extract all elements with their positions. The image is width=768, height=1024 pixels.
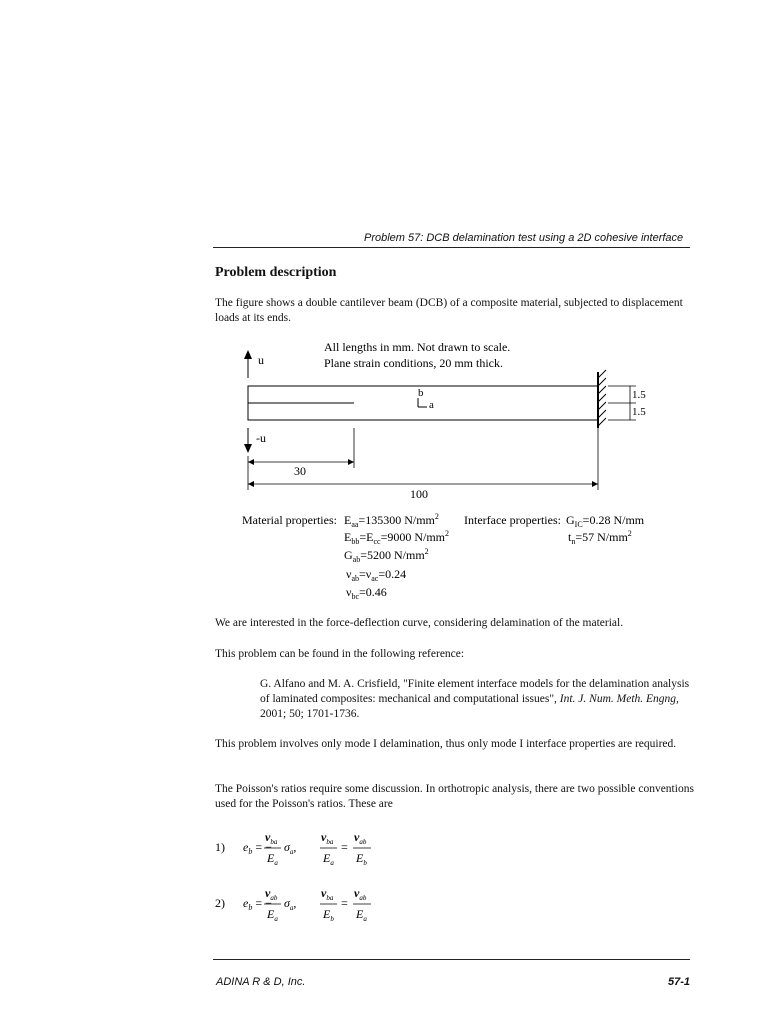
dim-bottom-thickness: 1.5 (632, 406, 646, 418)
footer-company: ADINA R & D, Inc. (216, 976, 306, 988)
mode-paragraph: This problem involves only mode I delamination, thus only mode I interface properties are required. (215, 738, 677, 750)
prop-nu-ab-ac: $\nu_{ab}=\nu_{ac}=0.24$ (346, 567, 407, 583)
eq1-number: 1) (215, 840, 225, 854)
eq2-num2: $\nu_{ba}$ (321, 886, 334, 902)
eq1-num1: $\nu_{ba}$ (265, 830, 278, 846)
material-properties-label: Material properties: (242, 513, 337, 527)
eq2-number: 2) (215, 896, 225, 910)
eq1-sigma: $\sigma_a$, (284, 840, 297, 856)
prop-gic: $G_{IC}=0.28$ N/mm (566, 513, 645, 529)
total-length-dimension (248, 428, 598, 490)
eq2-lhs: $e_b$ = − (243, 896, 272, 912)
axis-a-label: a (429, 399, 434, 411)
eq2-equals: = (341, 896, 348, 910)
eq2-den3: $E_a$ (356, 907, 367, 923)
force-paragraph: We are interested in the force-deflection curve, considering delamination of the material. (215, 617, 624, 629)
prop-eaa: $E_{aa}=135300$ $N/mm^2$ (344, 512, 439, 529)
dim-crack-length: 30 (294, 464, 306, 478)
poisson-paragraph: The Poisson's ratios require some discussion. In orthotropic analysis, there are two possible conventions used for the Poisson's ratios. These are (215, 783, 694, 810)
eq1-num2: $\nu_{ba}$ (321, 830, 334, 846)
eq1-lhs: $e_b$ = − (243, 840, 272, 856)
interface-properties-label: Interface properties: (464, 513, 561, 527)
section-title: Problem description (215, 265, 337, 280)
load-up-label: u (258, 353, 264, 367)
eq2-num1: $\nu_{ab}$ (265, 886, 278, 902)
eq1-den3: $E_b$ (356, 851, 367, 867)
eq1-equals: = (341, 840, 348, 854)
eq2-sigma: $\sigma_a$, (284, 896, 297, 912)
eq2-den2: $E_b$ (323, 907, 334, 923)
reference-authors-title: G. Alfano and M. A. Crisfield, "Finite element interface models for the delamination analysis of laminated composites: mechanical and computational issues", (260, 678, 690, 705)
reference-citation (260, 677, 700, 722)
reference-details: 2001; 50; 1701-1736. (260, 708, 360, 720)
eq2-den1: $E_a$ (267, 907, 278, 923)
dcb-figure (230, 338, 670, 608)
eq1-den2: $E_a$ (323, 851, 334, 867)
load-down-label: -u (256, 431, 266, 445)
footer-rule (213, 959, 690, 960)
figure-note-plane-strain: Plane strain conditions, 20 mm thick. (324, 356, 503, 370)
dim-total-length: 100 (410, 487, 428, 501)
prop-tn: $t_n=57$ $N/mm^2$ (568, 529, 632, 546)
prop-nu-bc: $\nu_{bc}=0.46$ (346, 585, 387, 601)
prop-ebb-ecc: $E_{bb}=E_{cc}=9000$ $N/mm^2$ (344, 529, 449, 546)
intro-paragraph: The figure shows a double cantilever beam (DCB) of a composite material, subjected to displacement loads at its ends. (215, 297, 683, 324)
page-number: 57-1 (668, 976, 691, 988)
load-up-arrowhead (244, 350, 252, 359)
eq1-num3: $\nu_{ab}$ (354, 830, 367, 846)
figure-note-lengths: All lengths in mm. Not drawn to scale. (324, 340, 511, 354)
dim-top-thickness: 1.5 (632, 389, 646, 401)
load-down-arrowhead (244, 444, 252, 453)
reference-journal: Int. J. Num. Meth. Engng, (559, 693, 679, 705)
eq2-num3: $\nu_{ab}$ (354, 886, 367, 902)
axis-b-label: b (418, 387, 424, 399)
eq1-den1: $E_a$ (267, 851, 278, 867)
fixed-support (598, 370, 606, 428)
equation-2 (215, 882, 455, 926)
running-header: Problem 57: DCB delamination test using a 2D cohesive interface (364, 232, 684, 244)
prop-gab: $G_{ab}=5200$ $N/mm^2$ (344, 547, 429, 564)
header-rule (213, 247, 690, 248)
equation-1 (215, 826, 455, 870)
reference-intro: This problem can be found in the following reference: (215, 648, 465, 660)
